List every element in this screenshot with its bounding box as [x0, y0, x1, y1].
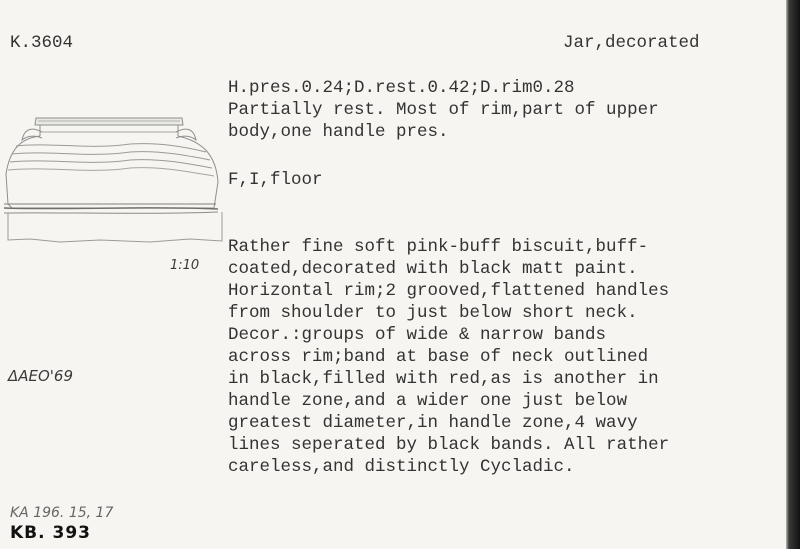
card-edge-shadow: [786, 0, 800, 549]
fabric-description: Rather fine soft pink-buff biscuit,buff- coated,decorated with black matt paint. Horizontal rim;2 grooved,flattened handles from shoulder to just below short neck. Decor.:groups of wide & narrow bands across rim;band at base of neck outlined in black,filled with red,as is another in handle zone,and a wider one just below greatest diameter,in handle zone,4 wavy lines seperated by black bands. All rather careless,and distinctly Cycladic.: [228, 237, 670, 477]
photo-reference: ΔAEO'69: [8, 367, 74, 385]
findspot: F,I,floor: [228, 170, 323, 190]
inventory-number-ka: KA 196. 15, 17: [10, 505, 114, 521]
preservation-note: Partially rest. Most of rim,part of upper body,one handle pres.: [228, 100, 659, 142]
object-title: Jar,decorated: [563, 33, 700, 53]
inventory-number-kb: KB. 393: [10, 523, 91, 543]
dimensions-line: H.pres.0.24;D.rest.0.42;D.rim0.28: [228, 78, 575, 98]
catalogue-number: K.3604: [10, 33, 74, 53]
jar-profile-drawing: [0, 112, 228, 244]
drawing-scale: 1:10: [170, 258, 200, 273]
